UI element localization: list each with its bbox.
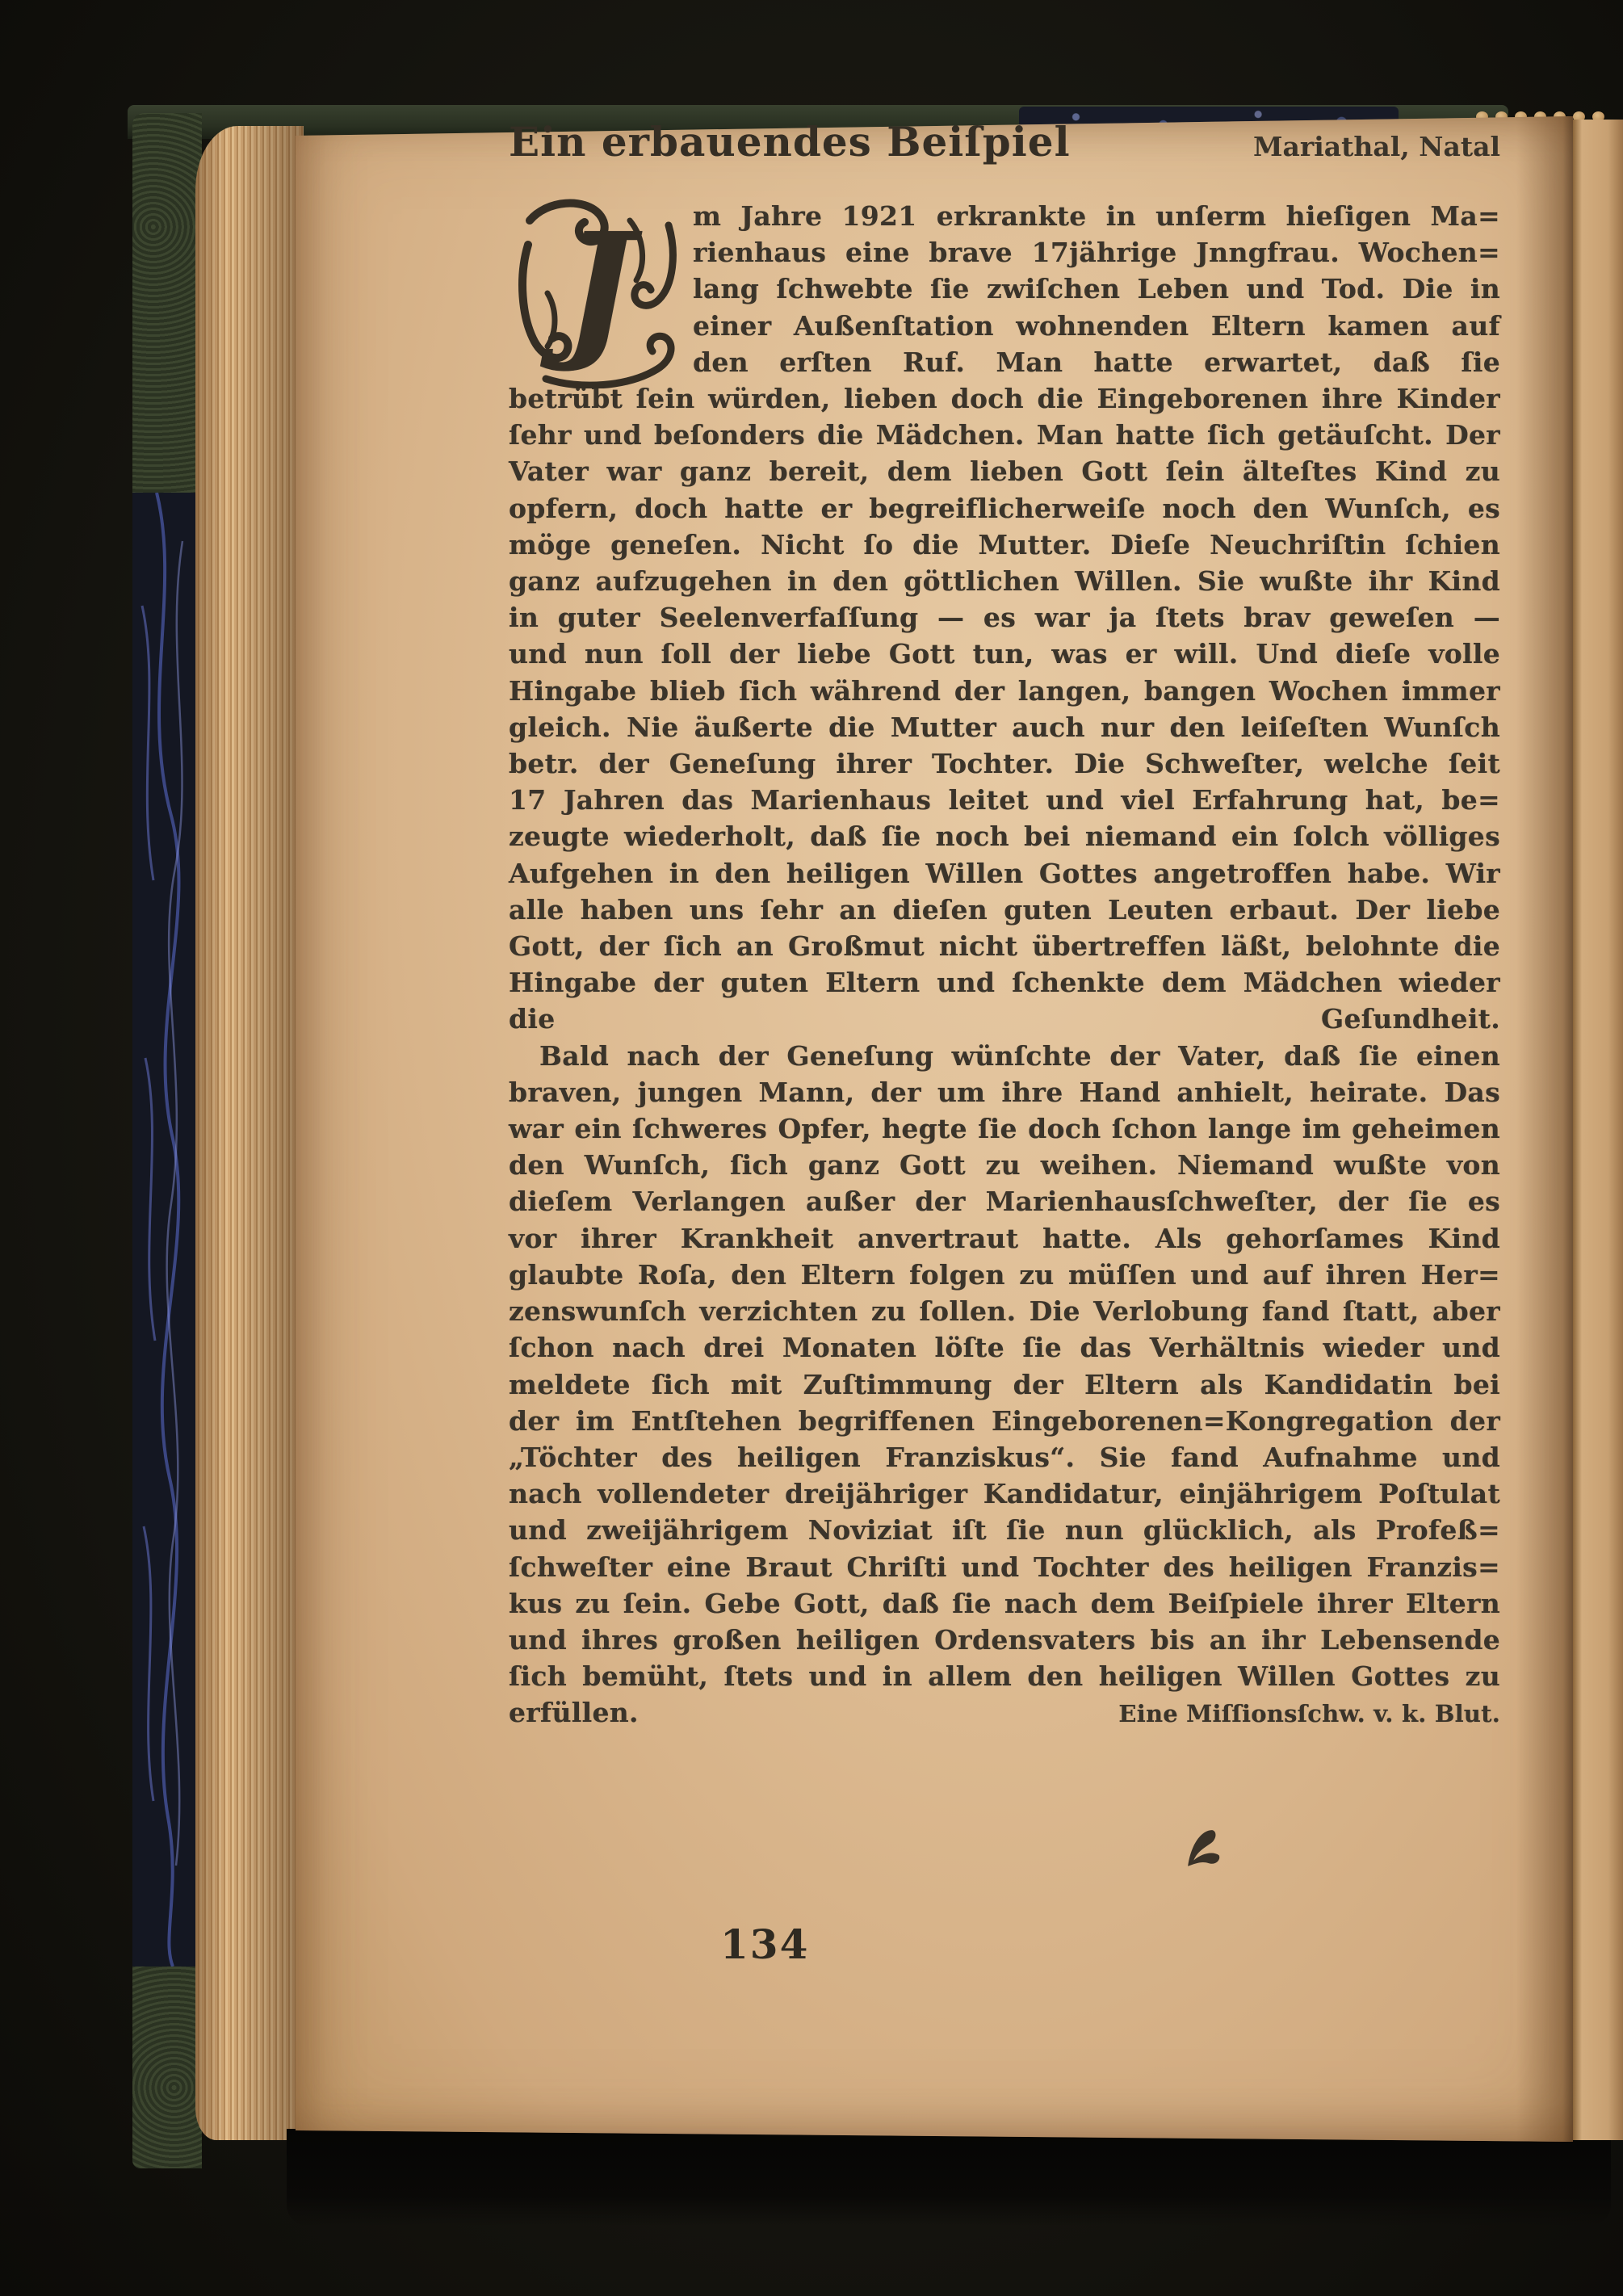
text-line: Aufgehen in den heiligen Willen Gottes angetroffen habe. Wir	[509, 857, 1500, 889]
text-line: der im Entſtehen begriffenen Eingeborenen=Kongregation der	[509, 1404, 1500, 1437]
leather-corner-bottom	[132, 1967, 202, 2168]
text-line: vor ihrer Krankheit anvertraut hatte. Als gehorſames Kind	[509, 1222, 1500, 1254]
cover-bottom-shadow	[287, 2129, 1611, 2226]
text-line: ſehr und beſonders die Mädchen. Man hatte ſich getäuſcht. Der	[509, 419, 1500, 451]
page-number: 134	[720, 1920, 810, 1968]
cover-left-edge	[132, 113, 202, 2168]
text-line: „Töchter des heiligen Franziskus“. Sie fand Aufnahme und	[509, 1441, 1500, 1473]
text-line: braven, jungen Mann, der um ihre Hand anhielt, heirate. Das	[509, 1076, 1500, 1108]
text-line: Hingabe der guten Eltern und ſchenkte dem Mädchen wieder	[509, 967, 1500, 999]
svg-text:J: J	[564, 199, 635, 376]
marble-veins	[132, 493, 202, 1967]
text-line: dieſem Verlangen außer der Marienhausſchweſter, der ſie es	[509, 1186, 1500, 1218]
text-line: und ihres großen heiligen Ordensvaters bis an ihr Lebensende	[509, 1623, 1500, 1656]
text-line: betrübt ſein würden, lieben doch die Eingeborenen ihre Kinder	[509, 383, 1500, 415]
text-line: Gott, der ſich an Großmut nicht übertreffen läßt, belohnte die	[509, 930, 1500, 963]
text-line: ſchon nach drei Monaten löſte ſie das Verhältnis wieder und	[509, 1332, 1500, 1364]
text-line: Hingabe blieb ſich während der langen, bangen Wochen immer	[509, 674, 1500, 707]
fleuron-ornament-icon	[1177, 1820, 1227, 1874]
ornate-initial-icon	[515, 196, 683, 388]
text-line: lang ſchwebte ſie zwiſchen Leben und Tod. Die in	[693, 273, 1500, 305]
text-line: glaubte Roſa, den Eltern folgen zu müſſen und auf ihren Her=	[509, 1258, 1500, 1291]
text-line: ganz aufzugehen in den göttlichen Willen. Sie wußte ihr Kind	[509, 565, 1500, 598]
text-line: gleich. Nie äußerte die Mutter auch nur den leiſeſten Wunſch	[509, 711, 1500, 743]
leather-corner-top	[132, 113, 202, 493]
page-stack-edges	[195, 126, 304, 2140]
text-line: Vater war ganz bereit, dem lieben Gott ſein älteſtes Kind zu	[509, 455, 1500, 488]
text-line: möge geneſen. Nicht ſo die Mutter. Dieſe Neuchriſtin ſchien	[509, 528, 1500, 560]
chapter-header	[509, 118, 1500, 166]
text-line: und zweijährigem Noviziat iſt ſie nun glücklich, als Profeß=	[509, 1514, 1500, 1547]
closing-line	[509, 1694, 1500, 1732]
text-line: opfern, doch hatte er begreiflicherweiſe noch den Wunſch, es	[509, 492, 1500, 524]
text-line: rienhaus eine brave 17jährige Jnngfrau. Wochen=	[693, 237, 1500, 269]
page-content	[509, 118, 1500, 1968]
text-line: und nun ſoll der liebe Gott tun, was er will. Und dieſe volle	[509, 638, 1500, 670]
text-line: ſich bemüht, ſtets und in allem den heiligen Willen Gottes zu	[509, 1660, 1500, 1693]
text-line: einer Außenſtation wohnenden Eltern kamen auf	[693, 309, 1500, 342]
facing-page-sliver	[1573, 120, 1623, 2140]
text-line: 17 Jahren das Marienhaus leitet und viel Erfahrung hat, be=	[509, 784, 1500, 816]
chapter-location: Mariathal, Natal	[1252, 131, 1500, 162]
text-line: den Wunſch, ſich ganz Gott zu weihen. Niemand wußte von	[509, 1149, 1500, 1182]
text-line: Bald nach der Geneſung wünſchte der Vater, daß ſie einen	[539, 1039, 1500, 1072]
text-line: den erſten Ruf. Man hatte erwartet, daß ſie	[693, 346, 1500, 378]
text-line: kus zu ſein. Gebe Gott, daß ſie nach dem Beiſpiele ihrer Eltern	[509, 1587, 1500, 1619]
author-signature: Eine Miſſionsſchw. v. k. Blut.	[1118, 1700, 1500, 1728]
para1-lines	[509, 380, 1500, 1001]
text-line: betr. der Geneſung ihrer Tochter. Die Schweſter, welche ſeit	[509, 748, 1500, 780]
text-line: in guter Seelenverfaſſung — es war ja ſtets brav geweſen —	[509, 602, 1500, 634]
gutter-shadow	[1516, 116, 1573, 2142]
text-line: m Jahre 1921 erkrankte in unſerm hieſigen Ma=	[693, 200, 1500, 232]
para2-last-line: erfüllen.	[509, 1697, 639, 1729]
text-line: meldete ſich mit Zuſtimmung der Eltern als Kandidatin bei	[509, 1368, 1500, 1400]
text-line: ſchweſter eine Braut Chriſti und Tochter des heiligen Franzis=	[509, 1551, 1500, 1583]
text-line: zeugte wiederholt, daß ſie noch bei niemand ein ſolch völliges	[509, 821, 1500, 853]
body-text	[509, 198, 1500, 1733]
text-line: zenswunſch verzichten zu ſollen. Die Verlobung fand ſtatt, aber	[509, 1295, 1500, 1328]
text-line: alle haben uns ſehr an dieſen guten Leuten erbaut. Der liebe	[509, 893, 1500, 926]
text-line: war ein ſchweres Opfer, hegte ſie doch ſchon lange im geheimen	[509, 1113, 1500, 1145]
para2-lines	[509, 1038, 1500, 1695]
text-line: nach vollendeter dreijähriger Kandidatur, einjährigem Poſtulat	[509, 1478, 1500, 1510]
para1-last-line: die Geſundheit.	[509, 1003, 1500, 1035]
chapter-title: Ein erbauendes Beiſpiel	[509, 118, 1071, 166]
